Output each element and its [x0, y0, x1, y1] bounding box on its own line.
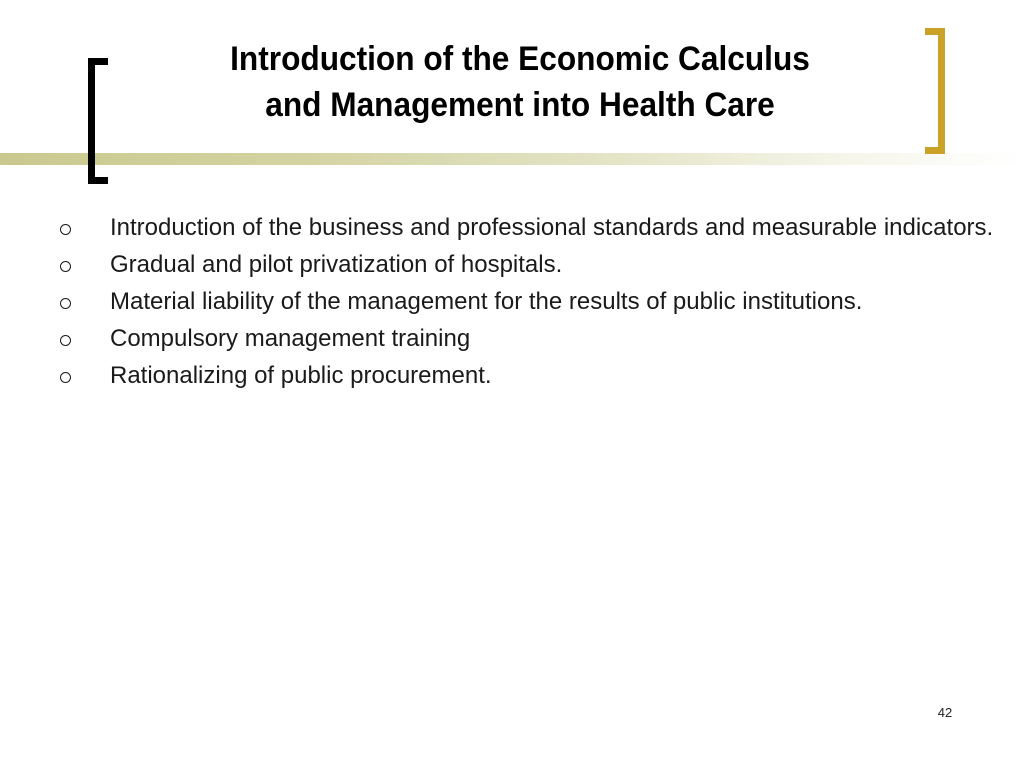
bullet-item — [60, 249, 1010, 280]
hollow-circle-bullet-icon — [60, 261, 71, 272]
bullet-item — [60, 360, 1010, 391]
page-number: 42 — [937, 705, 953, 720]
title-underline-band — [0, 153, 1024, 165]
bullet-text: Gradual and pilot privatization of hospitals. — [110, 251, 563, 278]
bullet-item — [60, 323, 1010, 354]
hollow-circle-bullet-icon — [60, 224, 71, 235]
bullet-text: Rationalizing of public procurement. — [110, 362, 492, 389]
bullet-text: Introduction of the business and professional standards and measurable indicators. — [110, 214, 994, 241]
slide-title-line-1: Introduction of the Economic Calculus — [230, 40, 810, 78]
bullet-text: Compulsory management training — [110, 325, 471, 352]
slide-title-line-2: and Management into Health Care — [265, 86, 775, 124]
slide-title — [157, 36, 882, 128]
bullet-item — [60, 212, 1010, 243]
bullet-list — [60, 212, 1010, 397]
bullet-text: Material liability of the management for the results of public institutions. — [110, 288, 863, 315]
right-bracket-decoration — [925, 28, 945, 154]
hollow-circle-bullet-icon — [60, 335, 71, 346]
hollow-circle-bullet-icon — [60, 372, 71, 383]
left-bracket-decoration — [88, 58, 108, 184]
hollow-circle-bullet-icon — [60, 298, 71, 309]
bullet-item — [60, 286, 1010, 317]
